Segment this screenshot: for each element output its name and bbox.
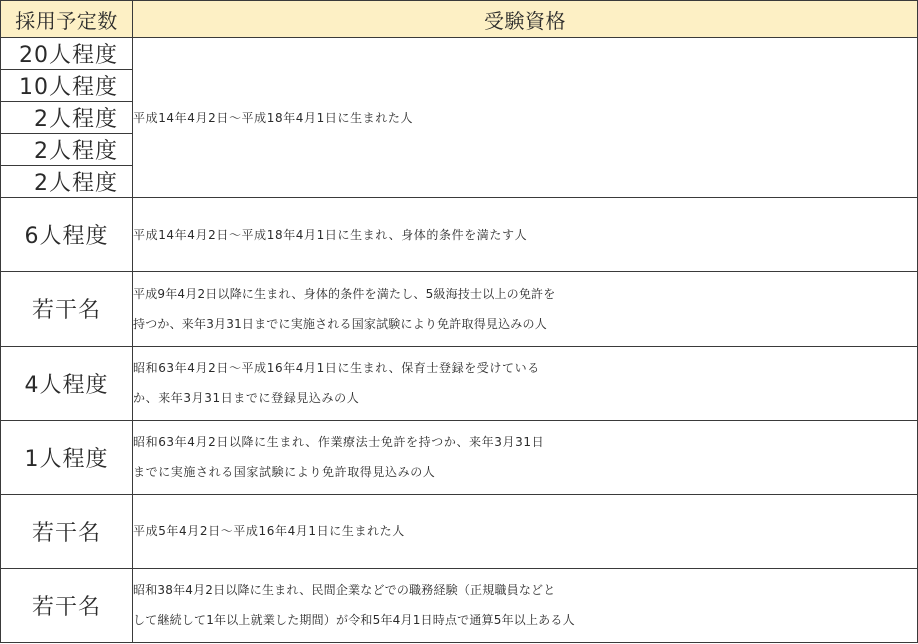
count-cell: 4人程度 (1, 346, 133, 420)
table-row (1, 198, 918, 272)
count-cell: 2人程度 (1, 166, 133, 198)
qualification-line: 昭和63年4月2日～平成16年4月1日に生まれ、保育士登録を受けている (133, 361, 540, 376)
qualification-line: 昭和63年4月2日以降に生まれ、作業療法士免許を持つか、来年3月31日 (133, 435, 545, 450)
header-count: 採用予定数 (1, 1, 133, 38)
count-cell: 20人程度 (1, 38, 133, 70)
qualification-cell (133, 494, 918, 568)
qualification-line: 平成14年4月2日～平成18年4月1日に生まれ、身体的条件を満たす人 (133, 227, 528, 242)
qualification-line: までに実施される国家試験により免許取得見込みの人 (133, 465, 436, 480)
table-row (1, 494, 918, 568)
table-row (1, 38, 918, 70)
count-cell: 10人程度 (1, 70, 133, 102)
count-cell: 若干名 (1, 568, 133, 642)
header-qualification: 受験資格 (133, 1, 918, 38)
qualification-line: して継続して1年以上就業した期間）が令和5年4月1日時点で通算5年以上ある人 (133, 613, 575, 628)
qualification-line: か、来年3月31日までに登録見込みの人 (133, 391, 360, 406)
count-cell: 若干名 (1, 494, 133, 568)
qualification-cell (133, 346, 918, 420)
count-cell: 1人程度 (1, 420, 133, 494)
qualification-line: 平成9年4月2日以降に生まれ、身体的条件を満たし、5級海技士以上の免許を (133, 286, 556, 301)
count-cell: 2人程度 (1, 134, 133, 166)
qualification-cell (133, 568, 918, 642)
count-cell: 若干名 (1, 272, 133, 346)
table-row (1, 568, 918, 642)
qualification-line: 持つか、来年3月31日までに実施される国家試験により免許取得見込みの人 (133, 316, 547, 331)
qualification-line: 平成5年4月2日～平成16年4月1日に生まれた人 (133, 524, 405, 539)
qualification-cell (133, 198, 918, 272)
qualification-cell (133, 272, 918, 346)
count-cell: 2人程度 (1, 102, 133, 134)
qualification-cell (133, 38, 918, 198)
table-row (1, 272, 918, 346)
qualification-cell (133, 420, 918, 494)
qualification-line: 平成14年4月2日～平成18年4月1日に生まれた人 (133, 110, 414, 125)
table-row (1, 420, 918, 494)
count-cell: 6人程度 (1, 198, 133, 272)
qualification-line: 昭和38年4月2日以降に生まれ、民間企業などでの職務経験（正規職員などと (133, 583, 556, 598)
table-row (1, 346, 918, 420)
header-row (1, 1, 918, 38)
